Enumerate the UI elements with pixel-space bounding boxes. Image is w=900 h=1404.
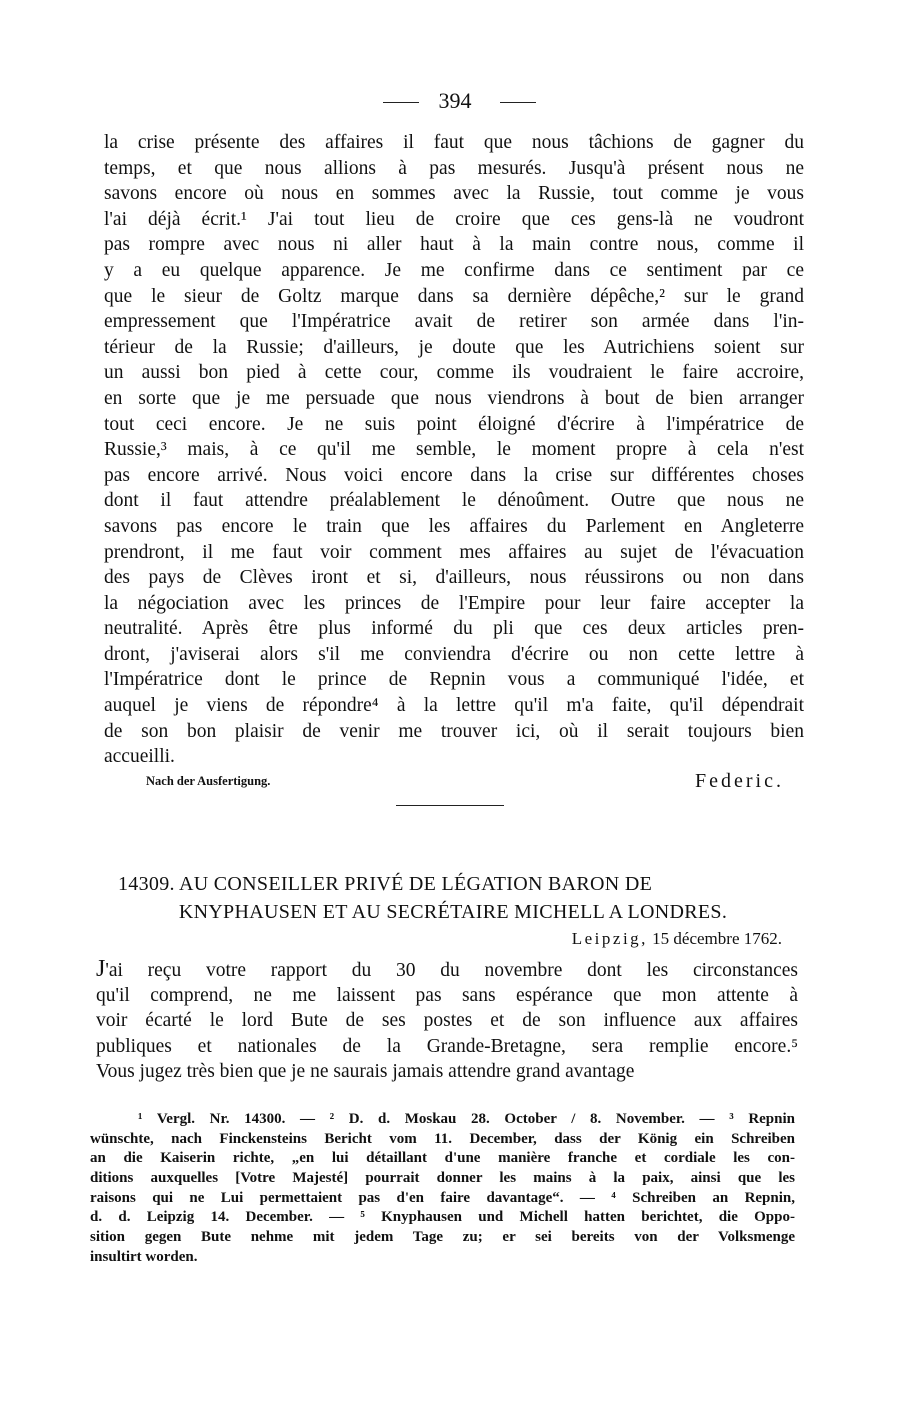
letter-heading-line-2: KNYPHAUSEN ET AU SECRÉTAIRE MICHELL A LONDRES. — [178, 901, 728, 923]
text-line: l'Impératrice dont le prince de Repnin vous a communiqué l'idée, et — [104, 669, 804, 691]
text-line: térieur de la Russie; d'ailleurs, je doute que les Autrichiens soient sur — [104, 336, 804, 358]
header-rule-right — [500, 102, 536, 103]
text-line: Russie,³ mais, à ce qu'il me semble, le moment propre à cela n'est — [104, 439, 804, 461]
text-line: que le sieur de Goltz marque dans sa dernière dépêche,² sur le grand — [104, 285, 804, 307]
top-paragraph — [104, 130, 804, 770]
signoff — [146, 770, 796, 800]
text-line: en sorte que je me persuade que nous viendrons à bout de bien arranger — [104, 387, 804, 409]
page-number: 394 — [438, 88, 472, 113]
footnote-line: d. d. Leipzig 14. December. — ⁵ Knyphausen und Michell hatten berichtet, die Oppo- — [90, 1209, 795, 1226]
text-line: la crise présente des affaires il faut que nous tâchions de gagner du — [104, 132, 804, 153]
letter-text-line: qu'il comprend, ne me laissent pas sans espérance que mon attente à — [96, 984, 798, 1006]
section-divider — [396, 805, 504, 806]
letter-text-line: Vous jugez très bien que je ne saurais jamais attendre grand avantage — [96, 1061, 635, 1083]
dateline-place: Leipzig, — [571, 929, 648, 948]
letter-text-line: publiques et nationales de la Grande-Bretagne, sera remplie encore.⁵ — [96, 1035, 798, 1057]
source-note: Nach der Ausfertigung. — [146, 774, 271, 788]
text-line: accueilli. — [104, 746, 175, 768]
letter-heading — [118, 870, 788, 926]
footnote-line: an die Kaiserin richte, „en lui détaillant d'une manière franche et cordiale les con- — [90, 1150, 795, 1167]
header-rule-left — [383, 102, 419, 103]
text-line: temps, et que nous allions à pas mesurés. Jusqu'à présent nous ne — [104, 157, 804, 179]
letter-dateline — [572, 929, 782, 949]
footnote-line: sition gegen Bute nehme mit jedem Tage zu; er sei bereits von der Volksmenge — [90, 1229, 795, 1246]
text-line: l'ai déjà écrit.¹ J'ai tout lieu de croire que ces gens-là ne voudront — [104, 208, 804, 230]
footnote-line: wünschte, nach Finckensteins Bericht vom 11. December, dass der König ein Schreiben — [90, 1130, 795, 1147]
text-line: dront, j'aviserai alors s'il me conviendra d'écrire ou non cette lettre à — [104, 643, 804, 665]
text-line: neutralité. Après être plus informé du pli que ces deux articles pren- — [104, 618, 804, 640]
drop-cap: J — [96, 956, 106, 982]
letter-heading-line-1: 14309. AU CONSEILLER PRIVÉ DE LÉGATION BARON DE — [118, 873, 653, 895]
text-line: pas encore arrivé. Nous voici encore dans la crise sur différentes choses — [104, 464, 804, 486]
text-line: empressement que l'Impératrice avait de retirer son armée dans l'in- — [104, 311, 804, 333]
dateline-date: 15 décembre 1762. — [647, 929, 782, 948]
footnotes — [90, 1110, 795, 1268]
footnote-line: insultirt worden. — [90, 1248, 198, 1265]
text-line: tout ceci encore. Je ne suis point éloigné d'écrire à l'impératrice de — [104, 413, 804, 435]
footnote-line: ditions auxquelles [Votre Majesté] pourrait donner les mains à la paix, ainsi que les — [90, 1170, 795, 1187]
text-line: auquel je viens de répondre⁴ à la lettre qu'il m'a faite, qu'il dépendrait — [104, 695, 804, 717]
signature: Federic. — [695, 770, 784, 792]
letter-text-first-line: 'ai reçu votre rapport du 30 du novembre dont les circonstances — [105, 960, 798, 981]
text-line: savons encore où nous en sommes avec la Russie, tout comme je vous — [104, 183, 804, 205]
text-line: la négociation avec les princes de l'Empire pour leur faire accepter la — [104, 592, 804, 614]
text-line: prendront, il me faut voir comment mes affaires au sujet de l'évacuation — [104, 541, 804, 563]
letter-body — [96, 957, 798, 1085]
text-line: un aussi bon pied à cette cour, comme ils voudraient le faire accroire, — [104, 362, 804, 384]
footnote-line: ¹ Vergl. Nr. 14300. — ² D. d. Moskau 28. October / 8. November. — ³ Repnin — [138, 1111, 795, 1127]
footnote-line: raisons qui ne Lui permettaient pas d'en faire davantage“. — ⁴ Schreiben an Repnin, — [90, 1189, 795, 1206]
text-line: savons pas encore le train que les affaires du Parlement en Angleterre — [104, 515, 804, 537]
letter-text-line: voir écarté le lord Bute de ses postes et de son influence aux affaires — [96, 1010, 798, 1032]
text-line: pas rompre avec nous ni aller haut à la main contre nous, comme il — [104, 234, 804, 256]
text-line: des pays de Clèves iront et si, d'ailleurs, nous réussirons ou non dans — [104, 567, 804, 589]
page-header — [0, 88, 900, 118]
text-line: de son bon plaisir de venir me trouver ici, où il serait toujours bien — [104, 720, 804, 742]
letter-text-line — [96, 957, 798, 983]
text-line: dont il faut attendre préalablement le dénoûment. Outre que nous ne — [104, 490, 804, 512]
text-line: y a eu quelque apparence. Je me confirme dans ce sentiment par ce — [104, 259, 804, 281]
